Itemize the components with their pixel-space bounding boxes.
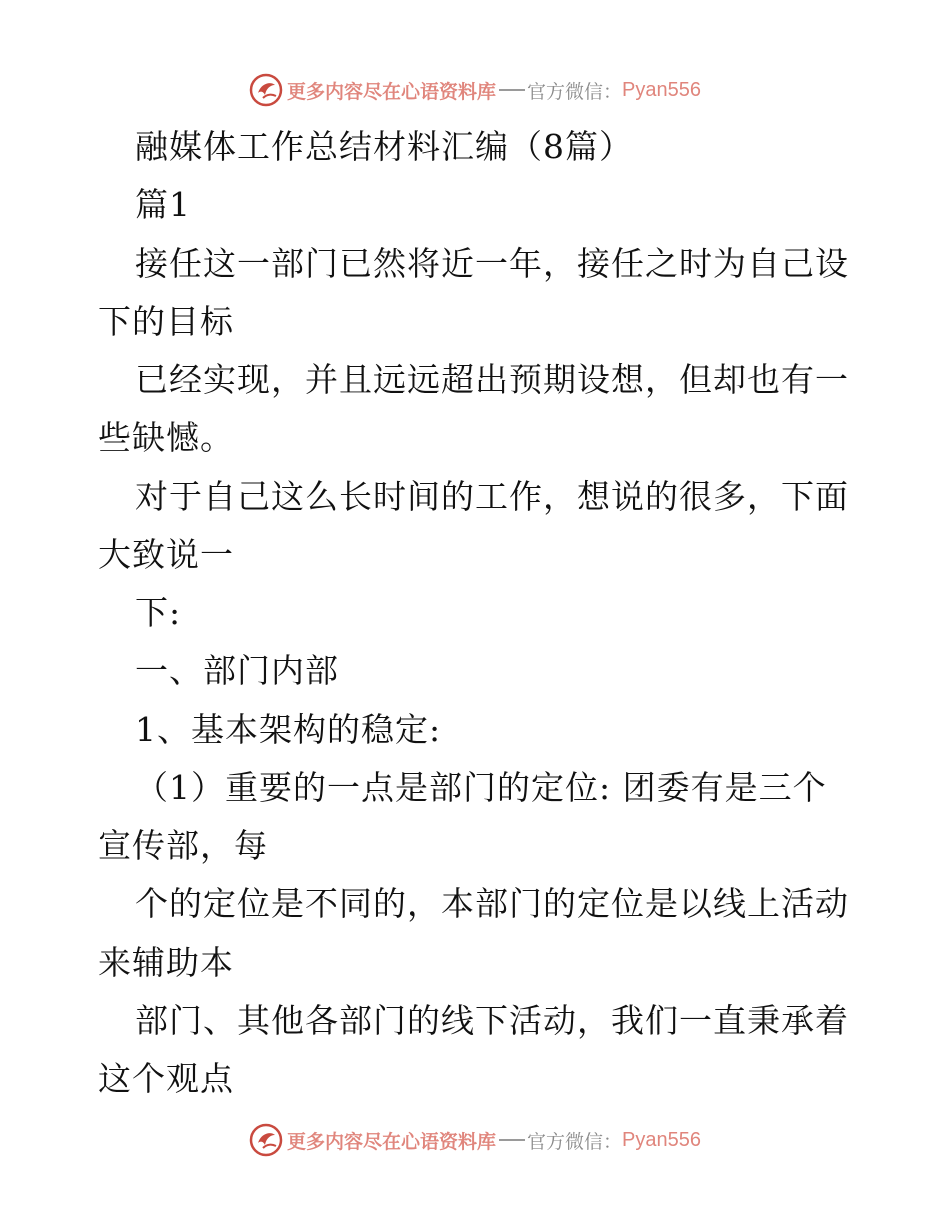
watermark-wechat-label: 官方微信： bbox=[527, 80, 623, 103]
paragraph-line: 对于自己这么长时间的工作，想说的很多，下面 bbox=[135, 477, 849, 516]
paragraph-line: 下的目标 bbox=[98, 302, 234, 341]
document-title: 融媒体工作总结材料汇编（8篇） bbox=[135, 127, 633, 166]
paragraph-line: 些缺憾。 bbox=[98, 418, 234, 457]
paragraph-line: （1）重要的一点是部门的定位: 团委有是三个 bbox=[135, 768, 827, 807]
watermark-slogan: 更多内容尽在心语资料库 bbox=[287, 80, 497, 103]
paragraph-line: 部门、其他各部门的线下活动，我们一直秉承着 bbox=[135, 1001, 849, 1040]
flower-logo-icon bbox=[249, 1123, 283, 1157]
watermark-wechat-account: Pyan556 bbox=[622, 1128, 701, 1151]
watermark-divider bbox=[499, 89, 525, 91]
watermark-banner-top bbox=[0, 70, 950, 110]
watermark-divider bbox=[499, 1139, 525, 1141]
watermark-banner-bottom bbox=[0, 1120, 950, 1160]
watermark-slogan: 更多内容尽在心语资料库 bbox=[287, 1130, 497, 1153]
section-subheading: 1、基本架构的稳定: bbox=[135, 710, 442, 749]
watermark-wechat-label: 官方微信： bbox=[527, 1130, 623, 1153]
section-subheading: 一、部门内部 bbox=[135, 651, 339, 690]
paragraph-line: 已经实现，并且远远超出预期设想，但却也有一 bbox=[135, 360, 849, 399]
paragraph-line: 下: bbox=[135, 593, 182, 632]
section-heading: 篇1 bbox=[135, 185, 191, 224]
paragraph-line: 宣传部，每 bbox=[98, 826, 268, 865]
paragraph-line: 个的定位是不同的，本部门的定位是以线上活动 bbox=[135, 884, 849, 923]
paragraph-line: 大致说一 bbox=[98, 535, 234, 574]
watermark-wechat-account: Pyan556 bbox=[622, 78, 701, 101]
paragraph-line: 这个观点 bbox=[98, 1059, 234, 1098]
paragraph-line: 接任这一部门已然将近一年，接任之时为自己设 bbox=[135, 244, 849, 283]
paragraph-line: 来辅助本 bbox=[98, 943, 234, 982]
flower-logo-icon bbox=[249, 73, 283, 107]
